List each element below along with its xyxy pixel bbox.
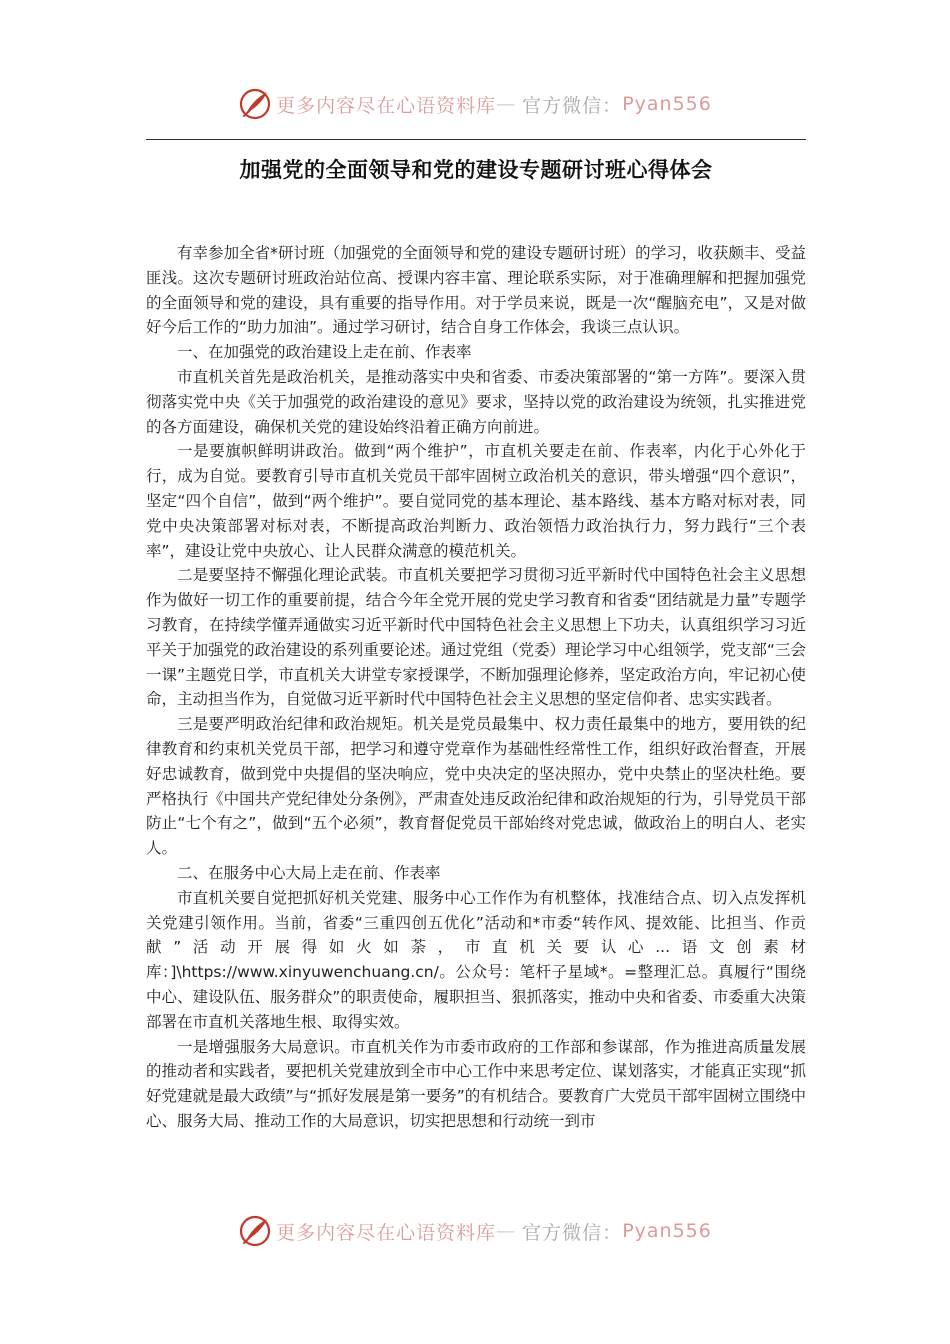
header-banner-separator: —: [496, 93, 517, 115]
paragraph: 二是要坚持不懈强化理论武装。市直机关要把学习贯彻习近平新时代中国特色社会主义思想作为做好一切工作的重要前提，结合今年全党开展的党史学习教育和省委“团结就是力量”专题学习教育，在持续学懂弄通做实习近平新时代中国特色社会主义思想上下功夫，认真组织学习习近平关于加强党的政治建设的系列重要论述。通过党组（党委）理论学习中心组领学，党支部“三会一课”主题党日学，市直机关大讲堂专家授课学，不断加强理论修养，坚定政治方向，牢记初心使命，主动担当作为，自觉做习近平新时代中国特色社会主义思想的坚定信仰者、忠实实践者。: [146, 566, 806, 709]
paragraph: 市直机关首先是政治机关，是推动落实中央和省委、市委决策部署的“第一方阵”。要深入贯彻落实党中央《关于加强党的政治建设的意见》要求，坚持以党的政治建设为统领，扎实推进党的各方面建设，确保机关党的建设始终沿着正确方向前进。: [146, 367, 806, 436]
paragraph: 市直机关要自觉把抓好机关党建、服务中心工作作为有机整体，找准结合点、切入点发挥机关党建引领作用。当前，省委“三重四创五优化”活动和*市委“转作风、提效能、比担当、作贡献”活动开展得如火如荼，市直机关要认心...语文创素材库：]\https://www.xinyuwenchuang.cn/。公众号：笔杆子星域*。=整理汇总。真履行“围绕中心、建设队伍、服务群众”的职责使命，履职担当、狠抓落实，推动中央和省委、市委重大决策部署在市直机关落地生根、取得实效。: [146, 888, 806, 1031]
paragraph: 一是增强服务大局意识。市直机关作为市委市政府的工作部和参谋部，作为推进高质量发展的推动者和实践者，要把机关党建放到全市中心工作中来思考定位、谋划落实，才能真正实现“抓好党建就是最大政绩”与“抓好发展是第一要务”的有机结合。要教育广大党员干部牢固树立围绕中心、服务大局、推动工作的大局意识，切实把思想和行动统一到市: [146, 1037, 806, 1130]
document-title: 加强党的全面领导和党的建设专题研讨班心得体会: [239, 158, 713, 182]
footer-wechat-id: Pyan556: [622, 1220, 712, 1242]
header-wechat-id: Pyan556: [622, 93, 712, 115]
header-divider: [146, 139, 806, 140]
footer-banner: [0, 1211, 950, 1251]
paragraph-intro: 有幸参加全省*研讨班（加强党的全面领导和党的建设专题研讨班）的学习，收获颇丰、受益匪浅。这次专题研讨班政治站位高、授课内容丰富、理论联系实际，对于准确理解和把握加强党的全面领导和党的建设，具有重要的指导作用。对于学员来说，既是一次“醒脑充电”，又是对做好今后工作的“助力加油”。通过学习研讨，结合自身工作体会，我谈三点认识。: [146, 244, 806, 337]
footer-banner-text: 更多内容尽在心语资料库: [276, 1221, 497, 1244]
footer-banner-separator: —: [496, 1220, 517, 1242]
document-body: [146, 241, 806, 1134]
header-banner: [0, 84, 950, 124]
footer-wechat-label: 官方微信：: [522, 1221, 623, 1244]
quill-logo-icon: [238, 87, 272, 121]
quill-logo-icon: [238, 1214, 272, 1248]
header-wechat-label: 官方微信：: [522, 94, 623, 117]
paragraph: 三是要严明政治纪律和政治规矩。机关是党员最集中、权力责任最集中的地方，要用铁的纪律教育和约束机关党员干部，把学习和遵守党章作为基础性经常性工作，组织好政治督查，开展好忠诚教育，做到党中央提倡的坚决响应，党中央决定的坚决照办，党中央禁止的坚决杜绝。要严格执行《中国共产党纪律处分条例》，严肃查处违反政治纪律和政治规矩的行为，引导党员干部防止“七个有之”，做到“五个必须”，教育督促党员干部始终对党忠诚，做政治上的明白人、老实人。: [146, 715, 806, 858]
section-heading-1: 一、在加强党的政治建设上走在前、作表率: [177, 343, 472, 362]
paragraph: 一是要旗帜鲜明讲政治。做到“两个维护”，市直机关要走在前、作表率，内化于心外化于行，成为自觉。要教育引导市直机关党员干部牢固树立政治机关的意识，带头增强“四个意识”，坚定“四个自信”，做到“两个维护”。要自觉同党的基本理论、基本路线、基本方略对标对表，同党中央决策部署对标对表，不断提高政治判断力、政治领悟力政治执行力，努力践行“三个表率”，建设让党中央放心、让人民群众满意的模范机关。: [146, 442, 806, 560]
section-heading-2: 二、在服务中心大局上走在前、作表率: [177, 863, 441, 882]
header-banner-text: 更多内容尽在心语资料库: [276, 94, 497, 117]
